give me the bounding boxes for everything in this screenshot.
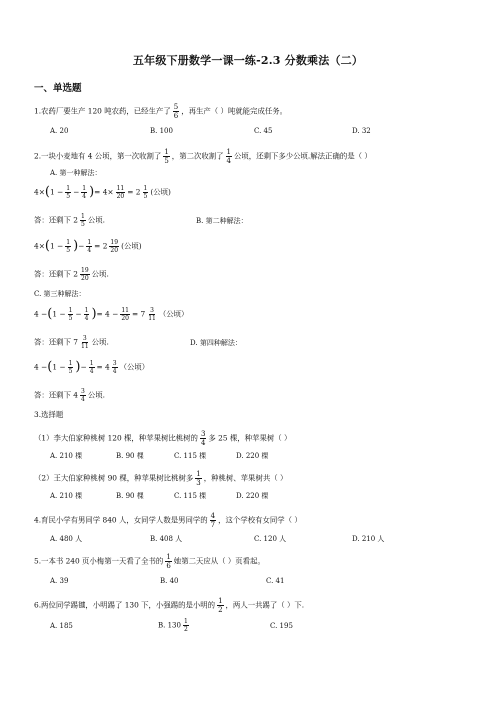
- option-a[interactable]: A. 20: [50, 127, 69, 135]
- option-b[interactable]: B. 40: [160, 577, 179, 585]
- question-6: 6.两位同学踢毽，小明踢了 130 下，小强踢的是小明的 $\frac{1}{2}$ ，两人一共踢了（ ）下.: [34, 597, 305, 614]
- option-c[interactable]: C. 115 棵: [174, 492, 207, 500]
- option-c-label[interactable]: C. 第三种解法：: [34, 290, 86, 298]
- option-a[interactable]: A. 185: [50, 622, 73, 630]
- question-4: 4.育民小学有男同学 840 人，女同学人数是男同学的 $\frac{4}{7}$ ，这个学校有女同学（ ）: [34, 512, 302, 529]
- section-heading: 一、单选题: [34, 83, 82, 94]
- option-a-label[interactable]: A. 第一种解法：: [50, 169, 102, 177]
- fraction: $\frac{1}{4}$: [226, 148, 232, 165]
- solution-a-answer: 答：还剩下 2 $\frac{1}{5}$ 公顷.: [34, 213, 105, 228]
- option-b[interactable]: B. 90 棵: [116, 452, 144, 460]
- option-b-label[interactable]: B. 第二种解法：: [196, 217, 248, 225]
- option-b[interactable]: B. 90 棵: [116, 492, 144, 500]
- page-title: 五年级下册数学一课一练-2.3 分数乘法（二）: [132, 54, 364, 67]
- question-1: 1.农药厂要生产 120 吨农药，已经生产了 $\frac{5}{6}$ ，再生产（ ）吨就能完成任务。: [34, 103, 288, 120]
- question-5: 5.一本书 240 页小梅第一天看了全书的 $\frac{1}{6}$ 她第二天应从（ ）页看起。: [34, 553, 265, 570]
- option-a[interactable]: A. 480 人: [50, 535, 83, 543]
- option-c[interactable]: C. 115 棵: [174, 452, 207, 460]
- fraction: $\frac{5}{6}$: [173, 103, 179, 120]
- option-a[interactable]: A. 210 棵: [50, 452, 83, 460]
- option-d[interactable]: D. 220 棵: [236, 492, 269, 500]
- question-3-part-1: （1）李大伯家种桃树 120 棵，种苹果树比桃树的 $\frac{3}{4}$ 多 25 棵，种苹果树（ ）: [34, 430, 292, 447]
- question-3-part-2: （2）王大伯家种桃树 90 棵，种苹果树比桃树多 $\frac{1}{3}$ ，种桃树、苹果树共（ ）: [34, 470, 288, 487]
- option-b[interactable]: B. 100: [150, 127, 173, 135]
- solution-d-answer: 答：还剩下 4 $\frac{3}{4}$ 公顷.: [34, 388, 105, 403]
- question-2: 2.一块小麦地有 4 公顷，第一次收割了 $\frac{1}{5}$ ，第二次收割了 $\frac{1}{4}$ 公顷，还剩下多少公顷.解法正确的是（ ）: [34, 148, 372, 165]
- option-d[interactable]: D. 220 棵: [236, 452, 269, 460]
- solution-c-expression: 4 −(1 − $\frac{1}{5}$ − $\frac{1}{4}$ )= 4 − $\frac{11}{20}$ = 7 $\frac{3}{11}$ （公顷）: [34, 306, 189, 322]
- option-b[interactable]: B. 408 人: [150, 535, 183, 543]
- solution-a-expression: 4×(1 − $\frac{1}{5}$ − $\frac{1}{4}$ )= 4× $\frac{11}{20}$ = 2 $\frac{1}{5}$ (公顷): [34, 184, 171, 200]
- option-c[interactable]: C. 45: [254, 127, 273, 135]
- fraction: $\frac{1}{5}$: [164, 148, 169, 165]
- solution-c-answer: 答：还剩下 7 $\frac{3}{11}$ 公顷.: [34, 335, 109, 350]
- question-1-text: 1.农药厂要生产 120 吨农药，已经生产了: [34, 106, 171, 116]
- option-a[interactable]: A. 210 棵: [50, 492, 83, 500]
- solution-d-expression: 4 −(1 − $\frac{1}{5}$ )− $\frac{1}{4}$ = 4 $\frac{3}{4}$ （公顷）: [34, 359, 150, 375]
- solution-b-answer: 答：还剩下 2 $\frac{19}{20}$ 公顷.: [34, 267, 109, 282]
- option-c[interactable]: C. 120 人: [254, 535, 287, 543]
- option-d[interactable]: D. 32: [352, 127, 371, 135]
- option-c[interactable]: C. 41: [266, 577, 285, 585]
- option-d[interactable]: D. 210 人: [352, 535, 385, 543]
- question-3-heading: 3.选择题: [34, 410, 64, 419]
- option-d-label[interactable]: D. 第四种解法：: [190, 339, 242, 347]
- option-a[interactable]: A. 39: [50, 577, 69, 585]
- solution-b-expression: 4×(1 − $\frac{1}{5}$ )− $\frac{1}{4}$ = 2 $\frac{19}{20}$ (公顷): [34, 238, 142, 254]
- option-c[interactable]: C. 195: [270, 622, 293, 630]
- option-b[interactable]: B. 130 $\frac{1}{2}$: [158, 618, 188, 633]
